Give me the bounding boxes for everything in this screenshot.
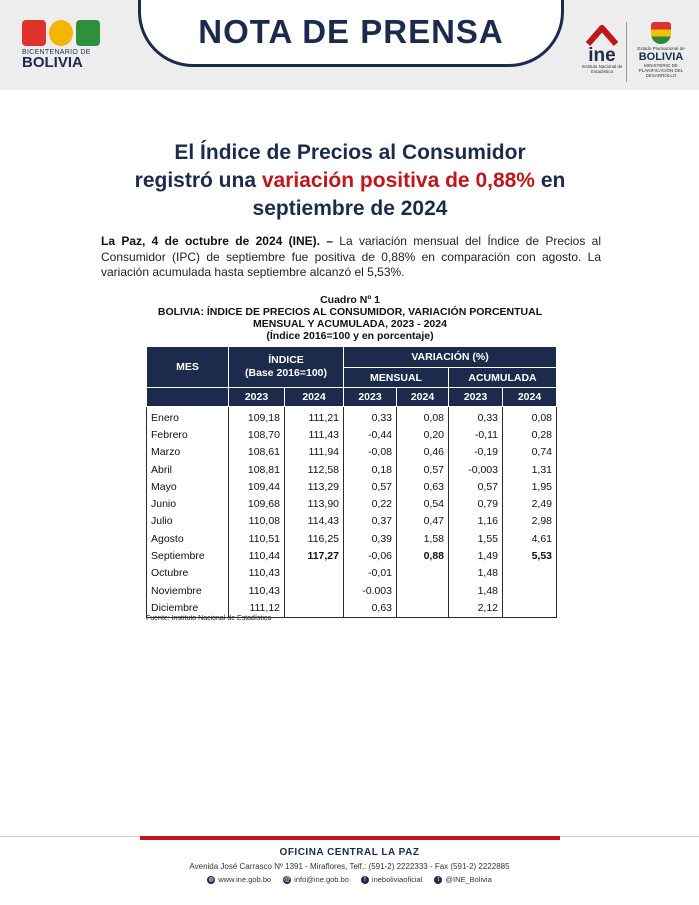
cell-m24: 0,47 bbox=[397, 513, 449, 530]
header-empty bbox=[147, 388, 229, 407]
cell-m23: 0,18 bbox=[344, 461, 397, 478]
table-caption-number: Cuadro Nº 1 bbox=[320, 294, 380, 306]
cell-i24: 112,58 bbox=[285, 461, 344, 478]
cell-m23: -0,01 bbox=[344, 565, 397, 582]
cell-a23: 1,55 bbox=[449, 530, 503, 547]
header-mensual-2024: 2024 bbox=[397, 388, 449, 407]
cell-i23: 110,43 bbox=[229, 582, 285, 599]
cell-a24: 1,95 bbox=[503, 478, 557, 495]
cell-m23: -0,08 bbox=[344, 444, 397, 461]
cell-i24: 114,43 bbox=[285, 513, 344, 530]
header-indice-base: (Base 2016=100) bbox=[244, 367, 328, 379]
cell-mes: Abril bbox=[147, 461, 229, 478]
lead-body: La variación mensual del Índice de Precios al Consumidor (IPC) de septiembre fue positiva de 0,88% en comparación con agosto. La variación acumulada hasta septiembre alcanzó el 5,53%. bbox=[101, 234, 601, 279]
footer-link[interactable] bbox=[283, 875, 349, 884]
cell-i23: 110,43 bbox=[229, 565, 285, 582]
cell-mes: Mayo bbox=[147, 478, 229, 495]
cell-m23: 0,57 bbox=[344, 478, 397, 495]
table-row bbox=[147, 530, 557, 547]
footer-link-text: info@ine.gob.bo bbox=[294, 875, 349, 884]
ine-logo bbox=[578, 22, 626, 86]
cell-i23: 110,51 bbox=[229, 530, 285, 547]
footer-accent bbox=[140, 836, 560, 840]
cell-m24 bbox=[397, 582, 449, 599]
cell-i24 bbox=[285, 599, 344, 617]
cell-a24: 1,31 bbox=[503, 461, 557, 478]
cell-a24: 2,98 bbox=[503, 513, 557, 530]
cell-a24: 0,28 bbox=[503, 426, 557, 443]
header-indice-2024: 2024 bbox=[285, 388, 344, 407]
bicentenario-block-red bbox=[22, 20, 46, 46]
cell-mes: Julio bbox=[147, 513, 229, 530]
table-row bbox=[147, 461, 557, 478]
bicentenario-block-yellow bbox=[49, 20, 73, 46]
cell-a23: 1,49 bbox=[449, 547, 503, 564]
table-row bbox=[147, 547, 557, 564]
cell-i24 bbox=[285, 582, 344, 599]
footer-link[interactable] bbox=[434, 875, 491, 884]
cell-m23: -0,06 bbox=[344, 547, 397, 564]
cell-m24: 0,57 bbox=[397, 461, 449, 478]
header-mensual: MENSUAL bbox=[344, 368, 449, 388]
globe-icon: ◍ bbox=[208, 876, 214, 883]
header-mensual-2023: 2023 bbox=[344, 388, 397, 407]
cell-m23: -0.003 bbox=[344, 582, 397, 599]
cell-i24: 113,29 bbox=[285, 478, 344, 495]
dateline: La Paz, 4 de octubre de 2024 (INE). – bbox=[101, 234, 333, 248]
table-row bbox=[147, 426, 557, 443]
cell-i24: 111,94 bbox=[285, 444, 344, 461]
government-small: Estado Plurinacional de bbox=[637, 46, 685, 51]
banner-title: NOTA DE PRENSA bbox=[198, 13, 504, 50]
headline-line2-post: en bbox=[534, 169, 566, 192]
cell-i24: 116,25 bbox=[285, 530, 344, 547]
header-acumulada-2023: 2023 bbox=[449, 388, 503, 407]
headline-highlight: variación positiva de 0,88% bbox=[261, 169, 535, 192]
header-acumulada: ACUMULADA bbox=[449, 368, 557, 388]
cell-a23: 1,48 bbox=[449, 582, 503, 599]
cell-m24: 0,88 bbox=[397, 547, 449, 564]
cell-mes: Agosto bbox=[147, 530, 229, 547]
header-mes: MES bbox=[147, 347, 229, 388]
cell-m23: 0,37 bbox=[344, 513, 397, 530]
headline-line1: El Índice de Precios al Consumidor bbox=[174, 141, 526, 164]
cell-mes: Noviembre bbox=[147, 582, 229, 599]
cell-a23: -0,003 bbox=[449, 461, 503, 478]
footer-office: OFICINA CENTRAL LA PAZ bbox=[279, 847, 420, 858]
cell-m24: 0,54 bbox=[397, 495, 449, 512]
twitter-icon: t bbox=[434, 876, 442, 884]
cell-a24 bbox=[503, 582, 557, 599]
cell-i24 bbox=[285, 565, 344, 582]
email-icon: @ bbox=[284, 876, 291, 883]
press-banner bbox=[138, 0, 564, 67]
footer-link-text: www.ine.gob.bo bbox=[218, 875, 272, 884]
cell-m24 bbox=[397, 599, 449, 617]
ine-sub: Instituto Nacional de Estadística bbox=[581, 64, 623, 74]
cell-a24: 5,53 bbox=[503, 547, 557, 564]
cell-a23: 0,79 bbox=[449, 495, 503, 512]
bicentenario-block-green bbox=[76, 20, 100, 46]
cell-i24: 111,21 bbox=[285, 407, 344, 427]
cell-i23: 109,18 bbox=[229, 407, 285, 427]
footer-link[interactable] bbox=[361, 875, 422, 884]
cell-a24 bbox=[503, 599, 557, 617]
table-row bbox=[147, 478, 557, 495]
cell-m24: 1,58 bbox=[397, 530, 449, 547]
table-row bbox=[147, 582, 557, 599]
footer-links bbox=[0, 875, 699, 884]
cell-a24: 4,61 bbox=[503, 530, 557, 547]
cell-i23: 109,68 bbox=[229, 495, 285, 512]
cell-a24: 0,74 bbox=[503, 444, 557, 461]
headline-line2 bbox=[80, 167, 620, 195]
cell-m24: 0,63 bbox=[397, 478, 449, 495]
ine-mark-icon bbox=[585, 22, 619, 48]
cell-a23: 0,57 bbox=[449, 478, 503, 495]
cell-i23: 108,61 bbox=[229, 444, 285, 461]
government-logo bbox=[630, 22, 692, 86]
footer-address: Avenida José Carrasco Nº 1391 - Miraflores, Telf.: (591-2) 2222333 - Fax (591-2) 2222885 bbox=[189, 862, 510, 871]
cell-m24: 0,20 bbox=[397, 426, 449, 443]
cell-a23: 2,12 bbox=[449, 599, 503, 617]
cell-i23: 110,08 bbox=[229, 513, 285, 530]
table-row bbox=[147, 407, 557, 427]
cell-m23: 0,63 bbox=[344, 599, 397, 617]
table-caption-title-2: MENSUAL Y ACUMULADA, 2023 - 2024 bbox=[253, 318, 447, 330]
cell-i23: 110,44 bbox=[229, 547, 285, 564]
cell-a24: 2,49 bbox=[503, 495, 557, 512]
table-row bbox=[147, 513, 557, 530]
coat-of-arms-icon bbox=[651, 22, 671, 44]
cell-a23: 0,33 bbox=[449, 407, 503, 427]
footer-link-text: @INE_Bolivia bbox=[445, 875, 492, 884]
ine-word: ine bbox=[588, 45, 616, 66]
cell-i23: 109,44 bbox=[229, 478, 285, 495]
header-acumulada-2024: 2024 bbox=[503, 388, 557, 407]
cell-a23: 1,48 bbox=[449, 565, 503, 582]
cell-i24: 117,27 bbox=[285, 547, 344, 564]
cell-mes: Febrero bbox=[147, 426, 229, 443]
table-body bbox=[147, 407, 557, 618]
cell-a23: -0,19 bbox=[449, 444, 503, 461]
cell-i24: 111,43 bbox=[285, 426, 344, 443]
header-indice-2023: 2023 bbox=[229, 388, 285, 407]
government-word: BOLIVIA bbox=[638, 51, 684, 63]
header-variacion: VARIACIÓN (%) bbox=[344, 347, 557, 368]
headline bbox=[80, 139, 620, 223]
cell-mes: Enero bbox=[147, 407, 229, 427]
logo-divider bbox=[626, 22, 627, 82]
cell-i24: 113,90 bbox=[285, 495, 344, 512]
table-row bbox=[147, 444, 557, 461]
headline-line3: septiembre de 2024 bbox=[252, 197, 448, 220]
cell-m24: 0,08 bbox=[397, 407, 449, 427]
government-sub: MINISTERIO DE PLANIFICACIÓN DEL DESARROLLO bbox=[638, 63, 684, 78]
headline-line2-pre: registró una bbox=[134, 169, 262, 192]
footer-link[interactable] bbox=[207, 875, 271, 884]
cell-mes: Septiembre bbox=[147, 547, 229, 564]
cell-a23: -0,11 bbox=[449, 426, 503, 443]
header-indice-label: ÍNDICE bbox=[268, 354, 304, 366]
cell-a24 bbox=[503, 565, 557, 582]
cell-mes: Junio bbox=[147, 495, 229, 512]
table-source: Fuente: Instituto Nacional de Estadística bbox=[146, 615, 272, 622]
footer-link-text: ineboliviaoficial bbox=[371, 875, 423, 884]
cell-a24: 0,08 bbox=[503, 407, 557, 427]
cell-i23: 108,70 bbox=[229, 426, 285, 443]
table-row bbox=[147, 565, 557, 582]
table-row bbox=[147, 495, 557, 512]
cell-m23: -0,44 bbox=[344, 426, 397, 443]
cell-i23: 111,12 bbox=[229, 599, 285, 617]
cell-m23: 0,33 bbox=[344, 407, 397, 427]
cell-m23: 0,22 bbox=[344, 495, 397, 512]
cell-mes: Diciembre bbox=[147, 599, 229, 617]
header-indice bbox=[229, 347, 344, 388]
facebook-icon: f bbox=[361, 876, 369, 884]
bicentenario-country: BOLIVIA bbox=[22, 54, 83, 71]
bicentenario-label: BICENTENARIO DE bbox=[22, 49, 91, 56]
table-caption-title-1: BOLIVIA: ÍNDICE DE PRECIOS AL CONSUMIDOR, VARIACIÓN PORCENTUAL bbox=[157, 306, 543, 318]
cell-mes: Octubre bbox=[147, 565, 229, 582]
table-caption-subtitle: (Índice 2016=100 y en porcentaje) bbox=[266, 330, 434, 342]
cell-m24: 0,46 bbox=[397, 444, 449, 461]
ipc-table bbox=[146, 346, 557, 618]
cell-m24 bbox=[397, 565, 449, 582]
cell-a23: 1,16 bbox=[449, 513, 503, 530]
bicentenario-logo bbox=[22, 20, 112, 84]
lead-paragraph bbox=[101, 234, 601, 281]
cell-mes: Marzo bbox=[147, 444, 229, 461]
cell-i23: 108,81 bbox=[229, 461, 285, 478]
cell-m23: 0,39 bbox=[344, 530, 397, 547]
